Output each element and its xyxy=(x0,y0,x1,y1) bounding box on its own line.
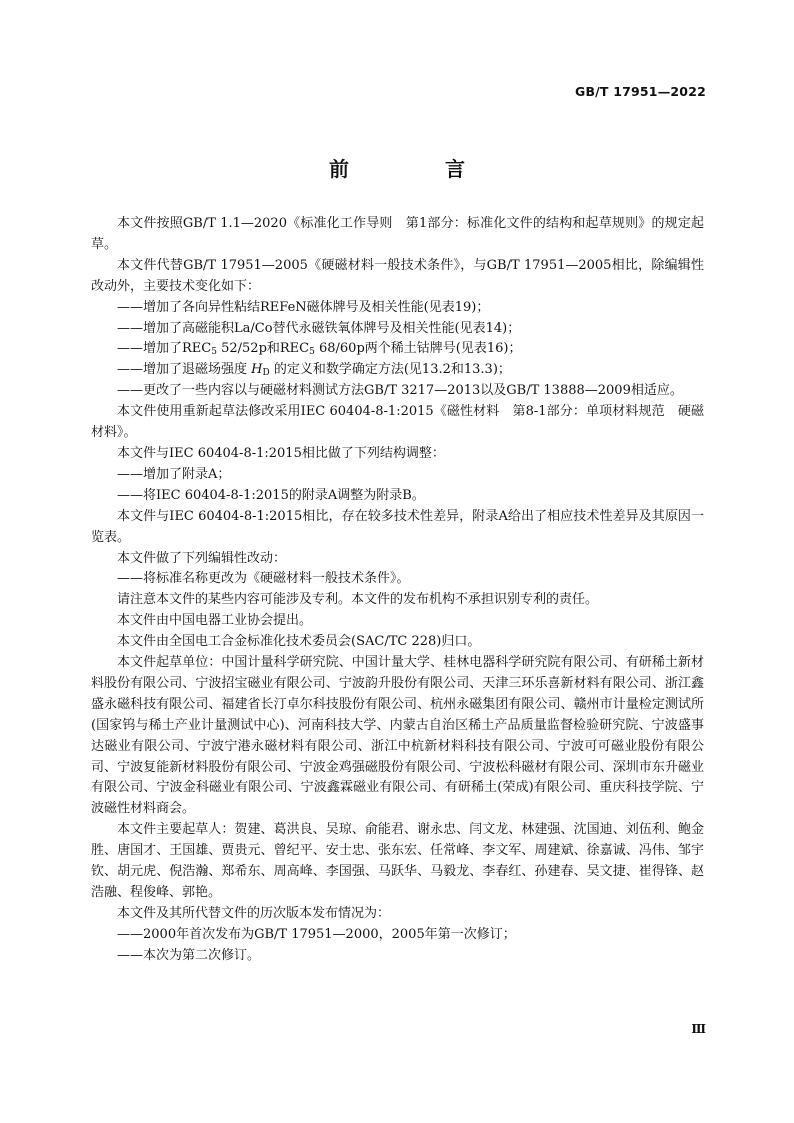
paragraph-replaces: 本文件代替GB/T 17951—2005《硬磁材料一般技术条件》，与GB/T 17951—2005相比，除编辑性改动外，主要技术变化如下： xyxy=(91,257,704,294)
structure-item-annex-b: ——将IEC 60404-8-1:2015的附录A调整为附录B。 xyxy=(117,487,425,503)
subscript-5b: 5 xyxy=(309,347,315,358)
paragraph-patent-notice: 请注意本文件的某些内容可能涉及专利。本文件的发布机构不承担识别专利的责任。 xyxy=(117,592,599,608)
structure-item-annex-a: ——增加了附录A； xyxy=(117,466,231,482)
change-item-reco5-prefix: ——增加了REC xyxy=(117,341,212,357)
foreword-body xyxy=(91,214,704,967)
subscript-5a: 5 xyxy=(211,347,217,358)
paragraph-drafting-rules: 本文件按照GB/T 1.1—2020《标准化工作导则 第1部分：标准化文件的结构和起草规则》的规定起草。 xyxy=(91,216,704,252)
subscript-d: D xyxy=(262,368,270,379)
paragraph-iec-adoption: 本文件使用重新起草法修改采用IEC 60404-8-1:2015《磁性材料 第8-1部分：单项材料规范 硬磁材料》。 xyxy=(91,404,704,441)
page-title: 前 言 xyxy=(329,157,503,181)
change-item-hd-suffix: 的定义和数学确定方法(见13.2和13.3)； xyxy=(273,362,511,378)
history-item-current: ——本次为第二次修订。 xyxy=(117,947,261,963)
change-item-refen: ——增加了各向异性粘结REFeN磁体牌号及相关性能(见表19)； xyxy=(117,299,490,315)
change-item-hd xyxy=(91,360,704,381)
paragraph-technical-differences: 本文件与IEC 60404-8-1:2015相比，存在较多技术性差异，附录A给出了相应技术性差异及其原因一览表。 xyxy=(91,508,704,545)
change-item-laco: ——增加了高磁能积La/Co替代永磁铁氧体牌号及相关性能(见表14)； xyxy=(117,320,521,336)
paragraph-drafting-units: 本文件起草单位：中国计量科学研究院、中国计量大学、桂林电器科学研究院有限公司、有研稀土新材料股份有限公司、宁波招宝磁业有限公司、宁波韵升股份有限公司、天津三环乐喜新材料有限公司、浙江鑫盛永磁科技有限公司、福建省长汀卓尔科技股份有限公司、杭州永磁集团有限公司、赣州市计量检定测试所(国家钨与稀土产业计量测试中心)、河南科技大学、内蒙古自治区稀土产品质量监督检验研究院、宁波盛事达磁业有限公司、宁波宁港永磁材料有限公司、浙江中杭新材料科技有限公司、宁波可可磁业股份有限公司、宁波复能新材料股份有限公司、宁波金鸡强磁股份有限公司、宁波松科磁材有限公司、深圳市东升磁业有限公司、宁波金科磁业有限公司、宁波鑫霖磁业有限公司、有研稀土(荣成)有限公司、重庆科技学院、宁波磁性材料商会。 xyxy=(91,655,704,817)
page-number: Ⅲ xyxy=(691,1022,706,1036)
change-item-test-methods: ——更改了一些内容以与硬磁材料测试方法GB/T 3217—2013以及GB/T 13888—2009相适应。 xyxy=(117,383,683,399)
paragraph-under-jurisdiction: 本文件由全国电工合金标准化技术委员会(SAC/TC 228)归口。 xyxy=(117,634,481,650)
paragraph-history: 本文件及其所代替文件的历次版本发布情况为： xyxy=(117,905,391,921)
change-item-reco5 xyxy=(91,339,704,360)
change-item-reco5-mid: 52/52p和REC xyxy=(216,341,310,357)
standard-number: GB/T 17951—2022 xyxy=(574,84,706,99)
change-item-reco5-suffix: 68/60p两个稀土钴牌号(见表16)； xyxy=(314,341,522,357)
symbol-h: H xyxy=(251,362,263,378)
history-item-2000: ——2000年首次发布为GB/T 17951—2000，2005年第一次修订； xyxy=(117,926,516,942)
paragraph-structure-adjust: 本文件与IEC 60404-8-1:2015相比做了下列结构调整： xyxy=(117,445,445,461)
change-item-hd-prefix: ——增加了退磁场强度 xyxy=(117,362,248,378)
paragraph-proposed-by: 本文件由中国电器工业协会提出。 xyxy=(117,613,313,629)
paragraph-editorial-changes: 本文件做了下列编辑性改动： xyxy=(117,550,287,566)
editorial-item-title: ——将标准名称更改为《硬磁材料一般技术条件》。 xyxy=(117,571,410,587)
paragraph-drafters: 本文件主要起草人：贺建、葛洪良、吴琼、俞能君、谢永忠、闫文龙、林建强、沈国迪、刘伍利、鲍金胜、唐国才、王国雄、贾贵元、曾纪平、安士忠、张东宏、任常峰、李文军、周建斌、徐嘉诚、冯伟、邹宇钦、胡元虎、倪浩瀚、郑希东、周高峰、李国强、马跃华、马毅龙、李春红、孙建春、吴文捷、崔得锋、赵浩融、程俊峰、郭艳。 xyxy=(91,822,704,900)
